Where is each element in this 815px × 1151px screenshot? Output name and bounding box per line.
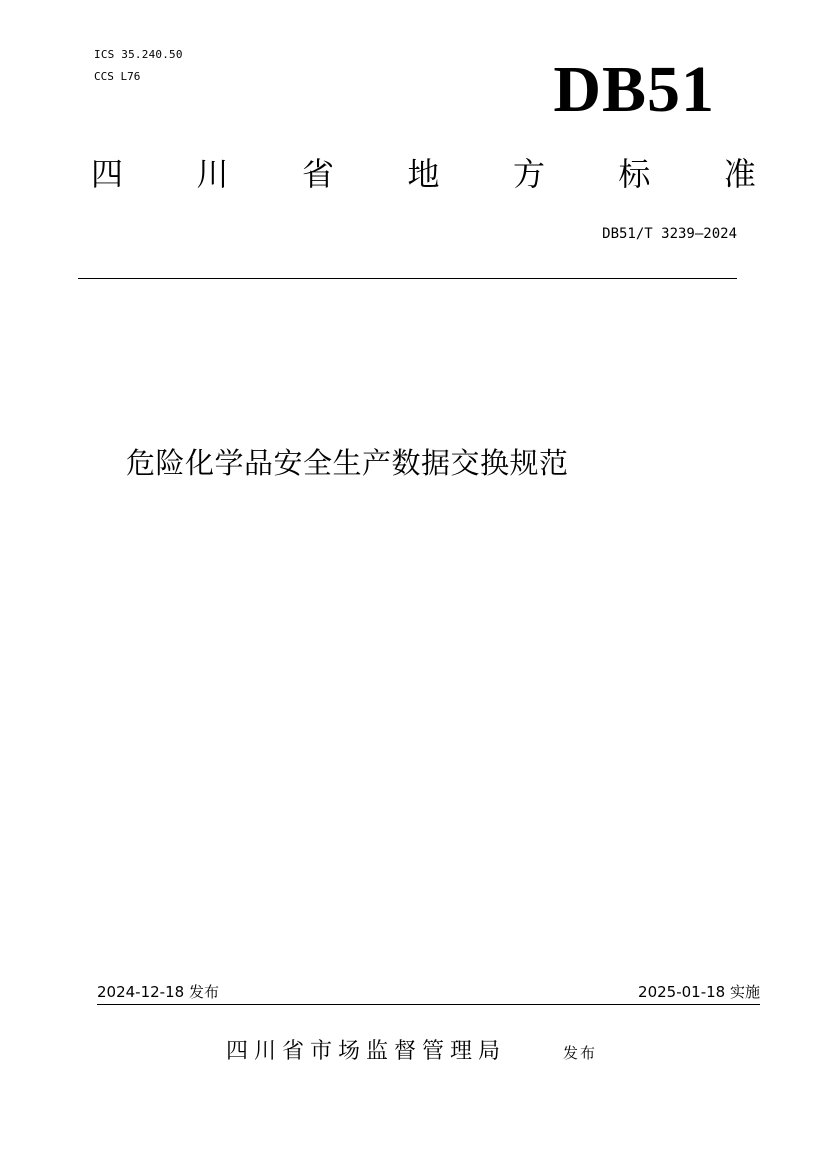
standard-type-char: 方 [512,155,545,193]
issue-date: 2024-12-18 发布 [97,983,219,1001]
ccs-code: CCS L76 [94,70,141,83]
header-divider [78,278,737,279]
standard-number: DB51/T 3239—2024 [602,226,737,242]
standard-type-char: 四 [91,155,124,193]
issuer-suffix: 发布 [563,1044,598,1062]
standard-type-char: 省 [301,155,334,193]
footer-divider [97,1004,760,1005]
standard-type-heading [91,154,756,194]
standard-type-char: 准 [723,155,756,193]
db-mark: DB51 [553,53,715,126]
implementation-date: 2025-01-18 实施 [638,983,760,1001]
standard-type-char: 标 [618,155,651,193]
ics-code: ICS 35.240.50 [94,48,183,61]
standard-type-char: 地 [407,155,440,193]
standard-type-char: 川 [196,155,229,193]
document-title: 危险化学品安全生产数据交换规范 [126,446,569,480]
issuing-authority: 四川省市场监督管理局 [226,1039,507,1064]
